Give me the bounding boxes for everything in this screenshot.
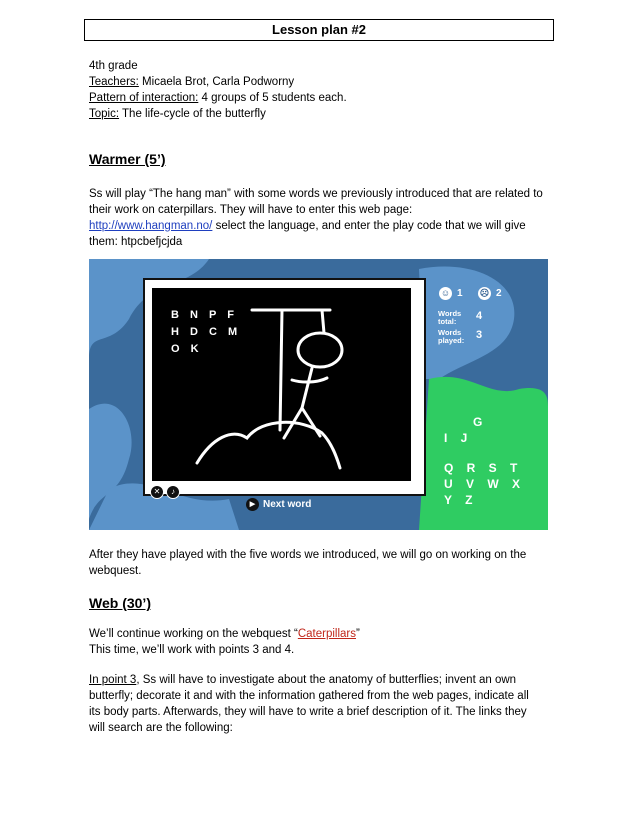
warmer-line-4: them: htpcbefjcjda <box>89 236 183 248</box>
pattern-value: 4 groups of 5 students each. <box>198 92 347 104</box>
close-icon[interactable]: ✕ <box>150 485 164 499</box>
used-letters <box>171 307 241 358</box>
warmer-line-3 <box>89 218 559 234</box>
warmer-line-2: their work on caterpillars. They will have to enter this web page: <box>89 204 413 216</box>
caterpillars-link[interactable]: Caterpillars <box>297 628 356 640</box>
page-title: Lesson plan #2 <box>84 19 554 41</box>
hangman-screenshot <box>89 259 548 530</box>
point3-label: In point 3 <box>89 674 137 686</box>
web-line-1: We’ll continue working on the webquest “Caterpillars” <box>89 628 360 640</box>
letter-buttons-row[interactable]: Y Z <box>444 493 478 507</box>
words-total-value: 4 <box>476 310 483 322</box>
warmer-heading: Warmer (5’) <box>89 151 166 167</box>
letter-buttons-row[interactable]: U V W X <box>444 477 526 491</box>
hangman-link[interactable]: http://www.hangman.no/ <box>89 220 213 232</box>
warmer-line-3-rest: select the language, and enter the play code that we will give <box>212 220 526 232</box>
music-icon[interactable]: ♪ <box>166 485 180 499</box>
point3-line-1: In point 3, Ss will have to investigate about the anatomy of butterflies; invent an own <box>89 674 517 686</box>
happy-face-icon: ☺ <box>440 288 451 298</box>
next-word-button[interactable] <box>246 498 311 512</box>
used-letters-row: O K <box>171 343 203 355</box>
next-word-label: Next word <box>263 499 312 511</box>
used-letters-row: B N P F <box>171 309 238 321</box>
teachers-value: Micaela Brot, Carla Podworny <box>138 76 295 88</box>
topic-label: Topic: <box>89 108 120 120</box>
used-letters-row: H D C M <box>171 326 242 338</box>
web-heading: Web (30’) <box>89 595 151 611</box>
point3-line-3: its body parts. Afterwards, they will have to write a brief description of it. The links they <box>89 706 527 718</box>
after-line-1: After they have played with the five words we introduced, we will go on working on the <box>89 549 527 561</box>
teachers-label: Teachers: <box>89 76 139 88</box>
web-line-2: This time, we’ll work with points 3 and 4. <box>89 644 295 656</box>
teachers-line <box>89 74 559 90</box>
pattern-label: Pattern of interaction: <box>89 92 199 104</box>
topic-line <box>89 106 559 122</box>
topic-value: The life-cycle of the butterfly <box>119 108 266 120</box>
sad-face-icon: ☹ <box>479 288 490 298</box>
happy-count: 1 <box>457 288 463 299</box>
letter-buttons-row[interactable]: I J <box>444 431 473 445</box>
after-line-2: webquest. <box>89 565 142 577</box>
warmer-line-1: Ss will play “The hang man” with some words we previously introduced that are related to <box>89 188 543 200</box>
letter-buttons-row[interactable]: Q R S T <box>444 461 523 475</box>
sad-count: 2 <box>496 288 502 299</box>
letter-buttons-row[interactable]: G <box>473 415 488 429</box>
words-played-label: Words played: <box>438 328 465 345</box>
point3-line-4: will search are the following: <box>89 722 233 734</box>
pattern-line <box>89 90 559 106</box>
words-total-label: Words total: <box>438 309 462 326</box>
words-played-value: 3 <box>476 329 483 341</box>
play-icon: ▶ <box>246 498 259 511</box>
point3-line-2: butterfly; decorate it and with the information gathered from the web pages, indicate all <box>89 690 529 702</box>
grade-line: 4th grade <box>89 60 138 72</box>
